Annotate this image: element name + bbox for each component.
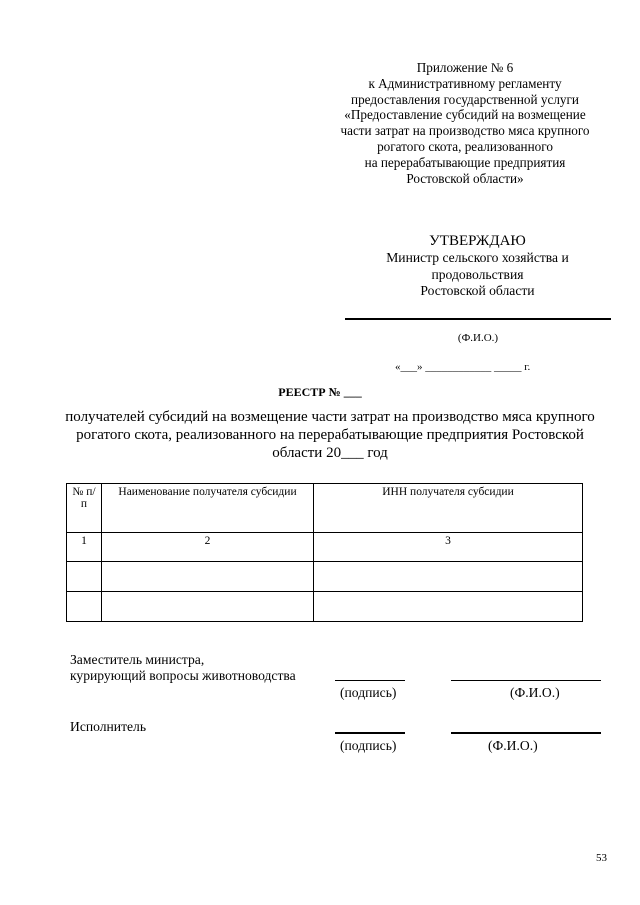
table-cell — [67, 592, 102, 622]
table-row — [67, 592, 583, 622]
numbering-cell: 3 — [314, 533, 583, 562]
appendix-line: к Административному регламенту — [368, 75, 562, 91]
table-cell — [102, 592, 314, 622]
executor-signature-caption: (подпись) — [340, 738, 397, 753]
approval-title: УТВЕРЖДАЮ — [429, 233, 526, 249]
header-cell-inn: ИНН получателя субсидии — [314, 484, 583, 533]
appendix-line: Приложение № 6 — [416, 60, 514, 75]
deputy-line: курирующий вопросы животноводства — [70, 668, 296, 683]
approval-fio-caption: (Ф.И.О.) — [457, 332, 499, 344]
appendix-line: части затрат на производство мяса крупного — [340, 123, 590, 139]
registry-table — [66, 483, 583, 622]
table-cell — [67, 562, 102, 592]
executor-label: Исполнитель — [70, 719, 147, 734]
deputy-fio-blank — [451, 680, 601, 681]
header-cell-number: № п/п — [67, 484, 102, 533]
approval-block — [345, 232, 610, 300]
appendix-block — [300, 60, 630, 186]
executor-fio-blank — [451, 732, 601, 734]
table-cell — [314, 592, 583, 622]
table-cell — [314, 562, 583, 592]
appendix-line: «Предоставление субсидий на возмещение — [344, 107, 586, 123]
page-number: 53 — [596, 852, 607, 864]
deputy-line: Заместитель министра, — [70, 652, 205, 667]
approval-date: «___» ____________ _____ г. — [395, 361, 531, 373]
executor-signature-blank — [335, 732, 405, 734]
approval-signature-line — [345, 318, 611, 320]
deputy-signature-caption: (подпись) — [340, 685, 397, 700]
appendix-line: Ростовской области» — [406, 170, 524, 186]
deputy-label — [70, 652, 296, 684]
table-row — [67, 562, 583, 592]
deputy-fio-caption: (Ф.И.О.) — [510, 685, 560, 700]
approval-line: продовольствия — [431, 266, 524, 282]
appendix-line: на перерабатывающие предприятия — [364, 154, 566, 170]
numbering-cell: 1 — [67, 533, 102, 562]
appendix-line: предоставления государственной услуги — [351, 91, 579, 107]
executor-fio-caption: (Ф.И.О.) — [488, 738, 538, 753]
table-numbering-row — [67, 533, 583, 562]
deputy-signature-blank — [335, 680, 405, 681]
table-header-row — [67, 484, 583, 533]
appendix-line: рогатого скота, реализованного — [377, 138, 553, 154]
approval-line: Министр сельского хозяйства и — [386, 250, 569, 265]
table-cell — [102, 562, 314, 592]
header-cell-name: Наименование получателя субсидии — [102, 484, 314, 533]
registry-title: РЕЕСТР № ___ — [278, 385, 362, 399]
registry-subtitle: получателей субсидий на возмещение части затрат на производство мяса крупного рогатого скота, реализованного на перерабатывающие предприятия Ростовской области 20___ год — [65, 409, 595, 461]
approval-line: Ростовской области — [420, 283, 535, 298]
numbering-cell: 2 — [102, 533, 314, 562]
